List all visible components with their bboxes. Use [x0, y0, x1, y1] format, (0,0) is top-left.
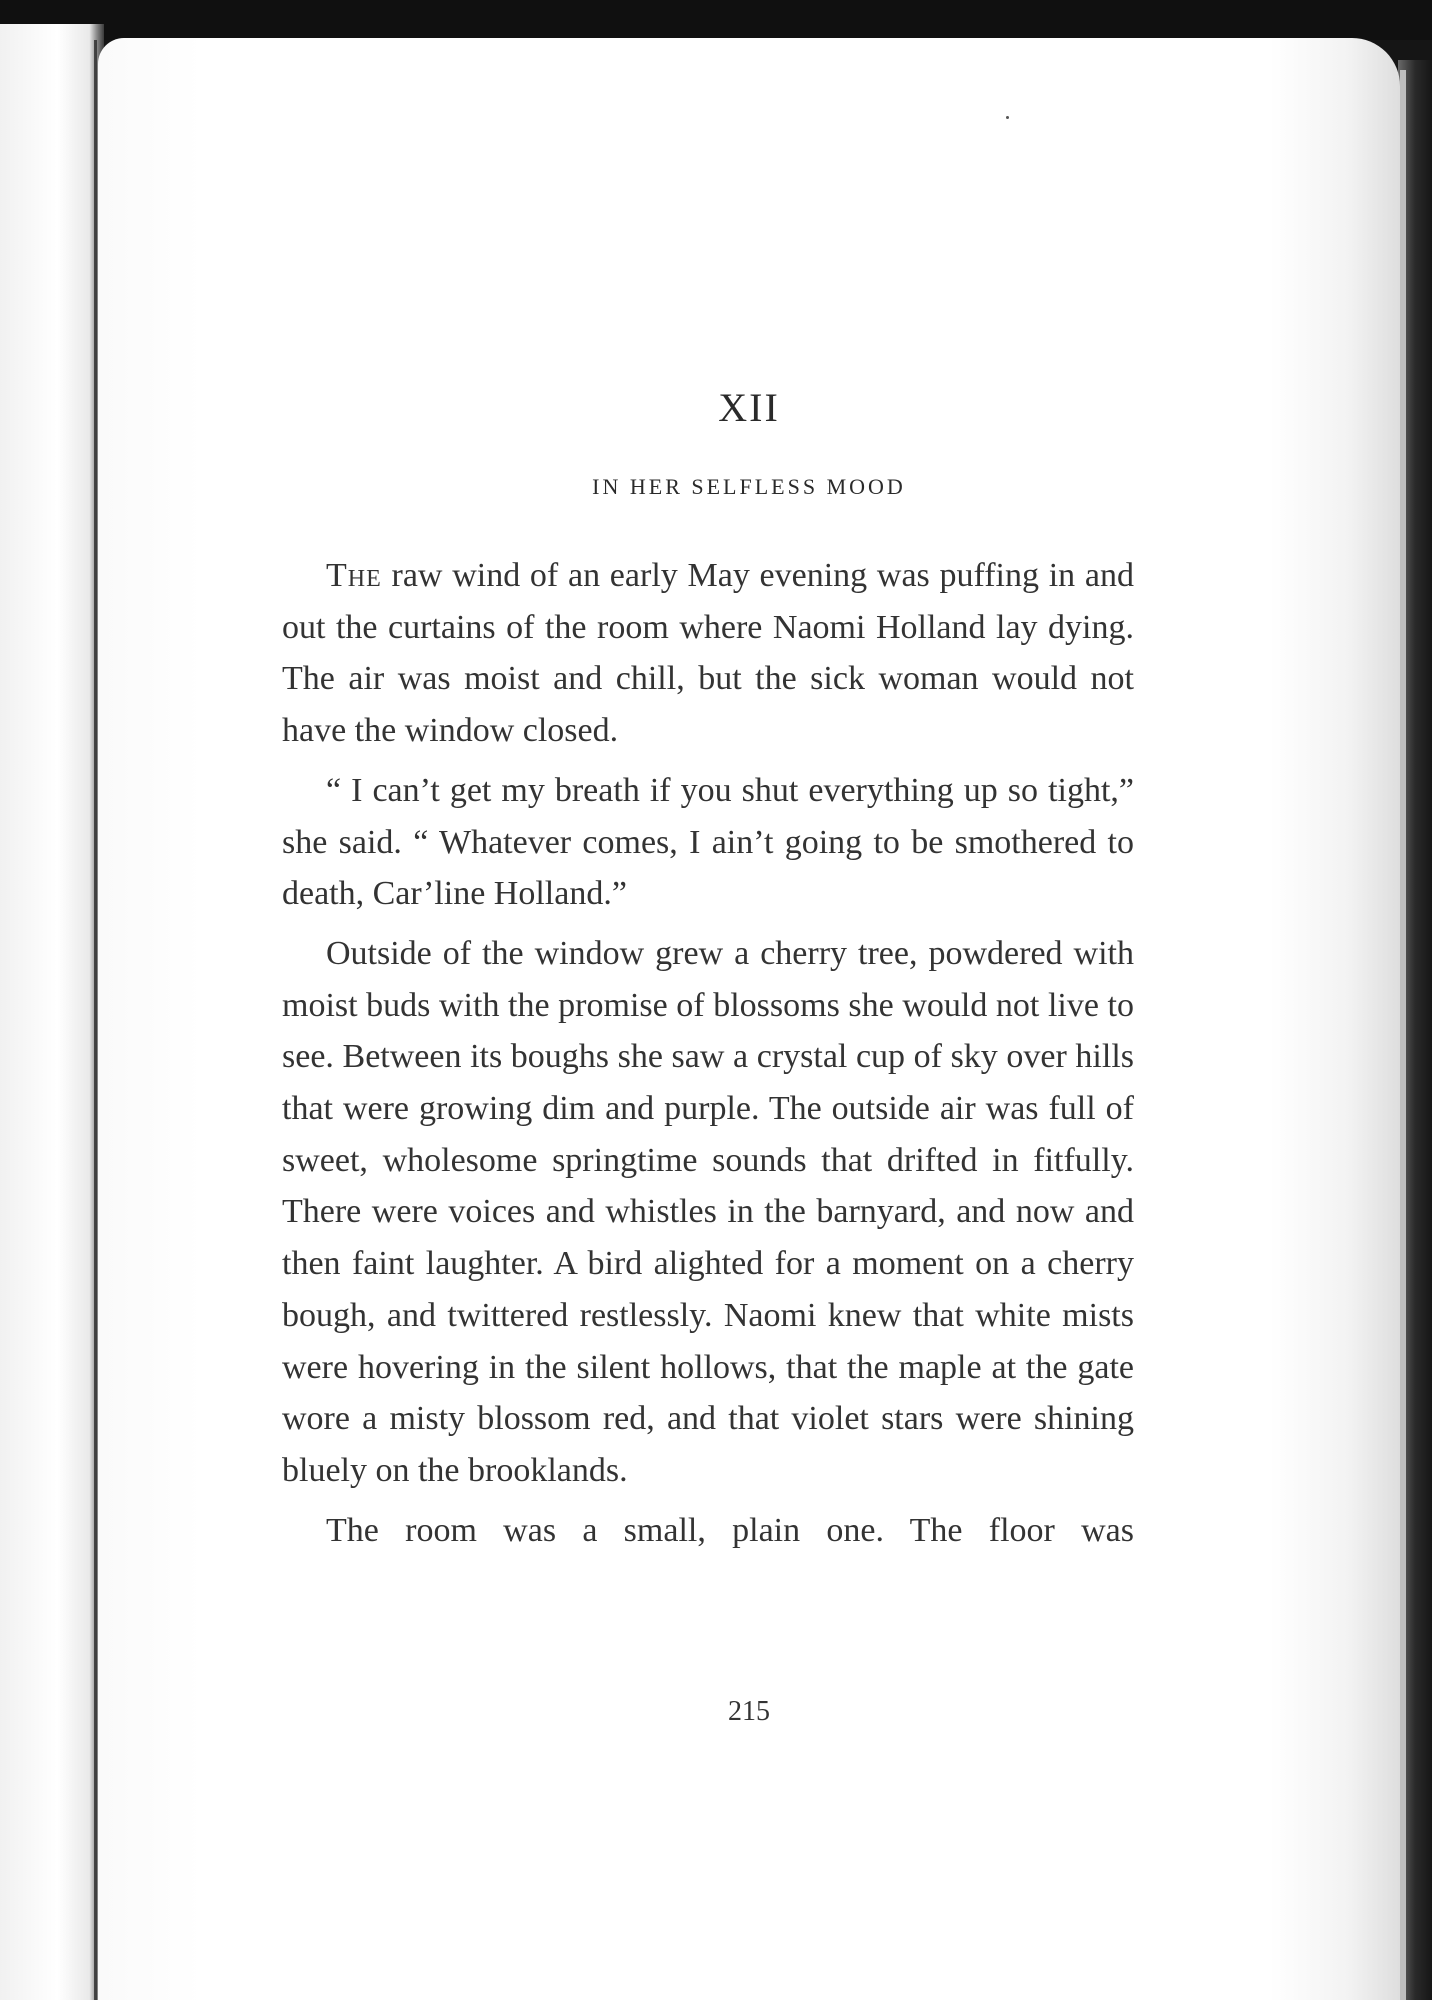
chapter-title: IN HER SELFLESS MOOD — [592, 474, 906, 499]
page-edge-highlight — [1400, 70, 1406, 2000]
scan-top-border — [0, 0, 1432, 40]
paper-speck — [1006, 116, 1009, 119]
chapter-number: XII — [718, 385, 780, 430]
paragraph-3: Outside of the window grew a cherry tree, powdered with moist buds with the promise of blossoms she would not live to see. Between its boughs she saw a crystal cup of sky over hills that were growing dim and purple. The outside air was full of sweet, wholesome springtime sounds that drifted in fitfully. There were voices and whistles in the barnyard, and now and then faint laughter. A bird alighted for a moment on a cherry bough, and twittered restlessly. Naomi knew that white mists were hovering in the silent hollows, that the maple at the gate wore a misty blossom red, and that violet stars were shining bluely on the brooklands. — [282, 934, 1134, 1489]
paragraph-2: “ I can’t get my breath if you shut everything up so tight,” she said. “ Whatever comes, I ain’t going to be smothered to death, Car’line Holland.” — [282, 771, 1134, 913]
page-number: 215 — [728, 1696, 770, 1727]
facing-page-edge — [0, 24, 104, 2000]
chapter-body — [282, 550, 1134, 1556]
paragraph-4: The room was a small, plain one. The floor was — [326, 1511, 1134, 1549]
book-gutter — [94, 40, 97, 2000]
paragraph-1 — [282, 550, 1134, 757]
paragraph-1-lead: The — [326, 557, 382, 594]
paragraph-1-text: raw wind of an early May evening was puffing in and out the curtains of the room where Naomi Holland lay dying. The air was moist and chill, but the sick woman would not have the window closed. — [282, 557, 1134, 750]
